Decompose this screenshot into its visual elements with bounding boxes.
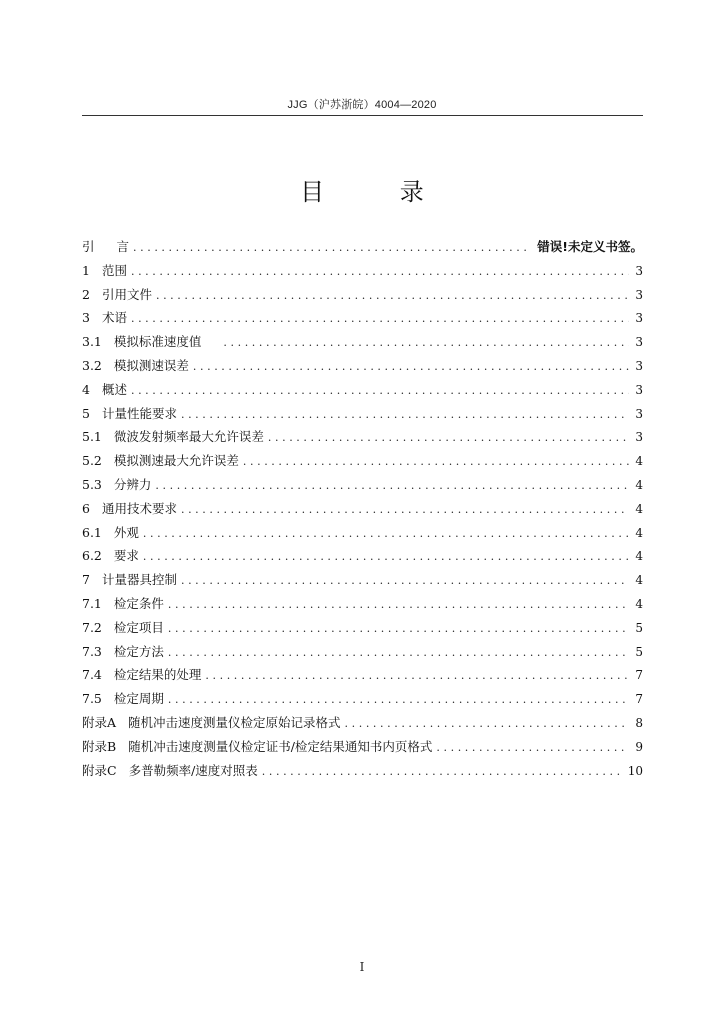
toc-entry-label: 检定周期: [113, 691, 164, 707]
toc-entry-page: 4: [635, 549, 643, 564]
toc-entry-label: 检定方法: [113, 643, 164, 659]
toc-leader: [268, 426, 629, 449]
toc-leader: [155, 474, 629, 497]
toc-entry-label: 要求: [113, 548, 139, 564]
toc-entry-number: 3: [82, 310, 90, 326]
toc-entry-number: 5.1: [82, 429, 102, 445]
toc-entry-page: 8: [635, 715, 643, 730]
toc-entry-page: 7: [635, 692, 643, 707]
toc-leader: [143, 545, 629, 568]
toc-entry-page: 错误!未定义书签。: [537, 239, 643, 254]
toc-entry[interactable]: [82, 687, 643, 711]
toc-entry[interactable]: [82, 640, 643, 664]
toc-entry-number: 附录B: [82, 738, 117, 754]
toc-entry-page: 3: [635, 311, 643, 326]
toc-entry-page: 10: [627, 763, 643, 778]
toc-leader: [223, 331, 629, 354]
toc-entry-page: 4: [635, 596, 643, 611]
toc-leader: [436, 736, 629, 759]
header-rule: [82, 115, 643, 116]
toc-entry[interactable]: [82, 283, 643, 307]
toc-entry-number: 7.3: [82, 643, 102, 659]
toc-entry-label: 分辨力: [113, 476, 152, 492]
toc-leader: [345, 712, 630, 735]
toc-leader: [181, 569, 629, 592]
toc-entry-number: 附录C: [82, 762, 117, 778]
toc-entry[interactable]: [82, 235, 643, 259]
toc-entry-number: 7.1: [82, 595, 102, 611]
toc-entry-page: 9: [635, 739, 643, 754]
toc-entry-number: 3.1: [82, 334, 102, 350]
toc-entry-label: 计量器具控制: [101, 572, 177, 588]
toc-leader: [181, 403, 629, 426]
toc-entry-number: 6.2: [82, 548, 102, 564]
toc-entry-number: 1: [82, 262, 90, 278]
toc-entry-page: 5: [635, 620, 643, 635]
toc-entry[interactable]: [82, 473, 643, 497]
running-header: JJG（沪苏浙皖）4004—2020: [287, 99, 437, 111]
toc-entry-page: 3: [635, 263, 643, 278]
toc-entry-number: 5: [82, 405, 90, 421]
toc-entry-label: 随机冲击速度测量仪检定证书/检定结果通知书内页格式: [128, 738, 433, 754]
toc-leader: [262, 760, 622, 783]
toc-entry-page: 4: [635, 573, 643, 588]
toc-entry-page: 4: [635, 501, 643, 516]
toc-entry-page: 3: [635, 406, 643, 421]
toc-entry-page: 3: [635, 287, 643, 302]
toc-entry-label: 术语: [101, 310, 127, 326]
toc-entry-number: 5.2: [82, 453, 102, 469]
toc-entry-label: 引用文件: [101, 286, 152, 302]
toc-entry-label: 微波发射频率最大允许误差: [113, 429, 264, 445]
toc-entry-label: 模拟标准速度值: [113, 334, 202, 350]
toc-entry-label: 范围: [101, 262, 127, 278]
toc-entry-number: 4: [82, 381, 90, 397]
toc-entry[interactable]: [82, 711, 643, 735]
toc-entry[interactable]: [82, 306, 643, 330]
toc-leader: [168, 617, 629, 640]
toc-leader: [168, 593, 629, 616]
toc-entry[interactable]: [82, 759, 643, 783]
toc-entry-number: 7.2: [82, 619, 102, 635]
toc-leader: [143, 522, 629, 545]
toc-entry-page: 4: [635, 454, 643, 469]
toc-entry-number: 3.2: [82, 357, 102, 373]
toc-leader: [131, 307, 629, 330]
toc-leader: [133, 236, 531, 259]
toc-entry[interactable]: [82, 735, 643, 759]
toc-entry-number: 7.5: [82, 691, 102, 707]
toc-entry[interactable]: [82, 663, 643, 687]
toc-entry-number: 6: [82, 500, 90, 516]
toc-entry-page: 4: [635, 525, 643, 540]
toc-entry-page: 3: [635, 382, 643, 397]
toc-leader: [181, 498, 629, 521]
toc-leader: [131, 379, 629, 402]
toc-entry-number: 7.4: [82, 667, 102, 683]
toc-entry-number: 7: [82, 572, 90, 588]
table-of-contents: [82, 235, 643, 782]
toc-entry[interactable]: [82, 449, 643, 473]
toc-entry-page: 4: [635, 477, 643, 492]
toc-leader: [131, 260, 629, 283]
toc-entry-label: 概述: [101, 381, 127, 397]
toc-entry-label: 外观: [113, 524, 139, 540]
toc-leader: [168, 641, 629, 664]
toc-entry-number: 附录A: [82, 714, 117, 730]
toc-entry[interactable]: [82, 568, 643, 592]
toc-entry-page: 3: [635, 358, 643, 373]
toc-entry-number: 引: [82, 239, 95, 254]
toc-entry[interactable]: [82, 425, 643, 449]
toc-leader: [193, 355, 629, 378]
toc-entry-page: 5: [635, 644, 643, 659]
toc-entry[interactable]: [82, 330, 643, 354]
toc-entry-label: 模拟测速误差: [113, 357, 189, 373]
toc-entry[interactable]: [82, 378, 643, 402]
toc-leader: [243, 450, 629, 473]
toc-entry-page: 7: [635, 668, 643, 683]
toc-entry-label: 检定项目: [113, 619, 164, 635]
toc-entry-label: 计量性能要求: [101, 405, 177, 421]
toc-entry-label: 随机冲击速度测量仪检定原始记录格式: [128, 714, 341, 730]
toc-entry[interactable]: [82, 521, 643, 545]
toc-entry-label: 通用技术要求: [101, 500, 177, 516]
toc-entry-page: 3: [635, 335, 643, 350]
toc-entry[interactable]: [82, 544, 643, 568]
toc-entry-label: 检定条件: [113, 595, 164, 611]
toc-leader: [205, 664, 629, 687]
toc-entry[interactable]: [82, 616, 643, 640]
toc-entry-label: 检定结果的处理: [113, 667, 202, 683]
toc-entry-page: 3: [635, 430, 643, 445]
toc-leader: [168, 688, 629, 711]
toc-entry-label: 多普勒频率/速度对照表: [128, 762, 258, 778]
toc-entry-label: 模拟测速最大允许误差: [113, 453, 239, 469]
toc-leader: [156, 284, 629, 307]
page-number: I: [359, 960, 365, 974]
toc-title: 目 录: [300, 178, 458, 206]
toc-entry[interactable]: [82, 259, 643, 283]
toc-entry[interactable]: [82, 497, 643, 521]
toc-entry[interactable]: [82, 592, 643, 616]
toc-entry[interactable]: [82, 402, 643, 426]
toc-entry-number: 6.1: [82, 524, 102, 540]
toc-entry[interactable]: [82, 354, 643, 378]
toc-entry-label: 言: [116, 239, 130, 254]
toc-entry-number: 2: [82, 286, 90, 302]
toc-entry-number: 5.3: [82, 476, 102, 492]
